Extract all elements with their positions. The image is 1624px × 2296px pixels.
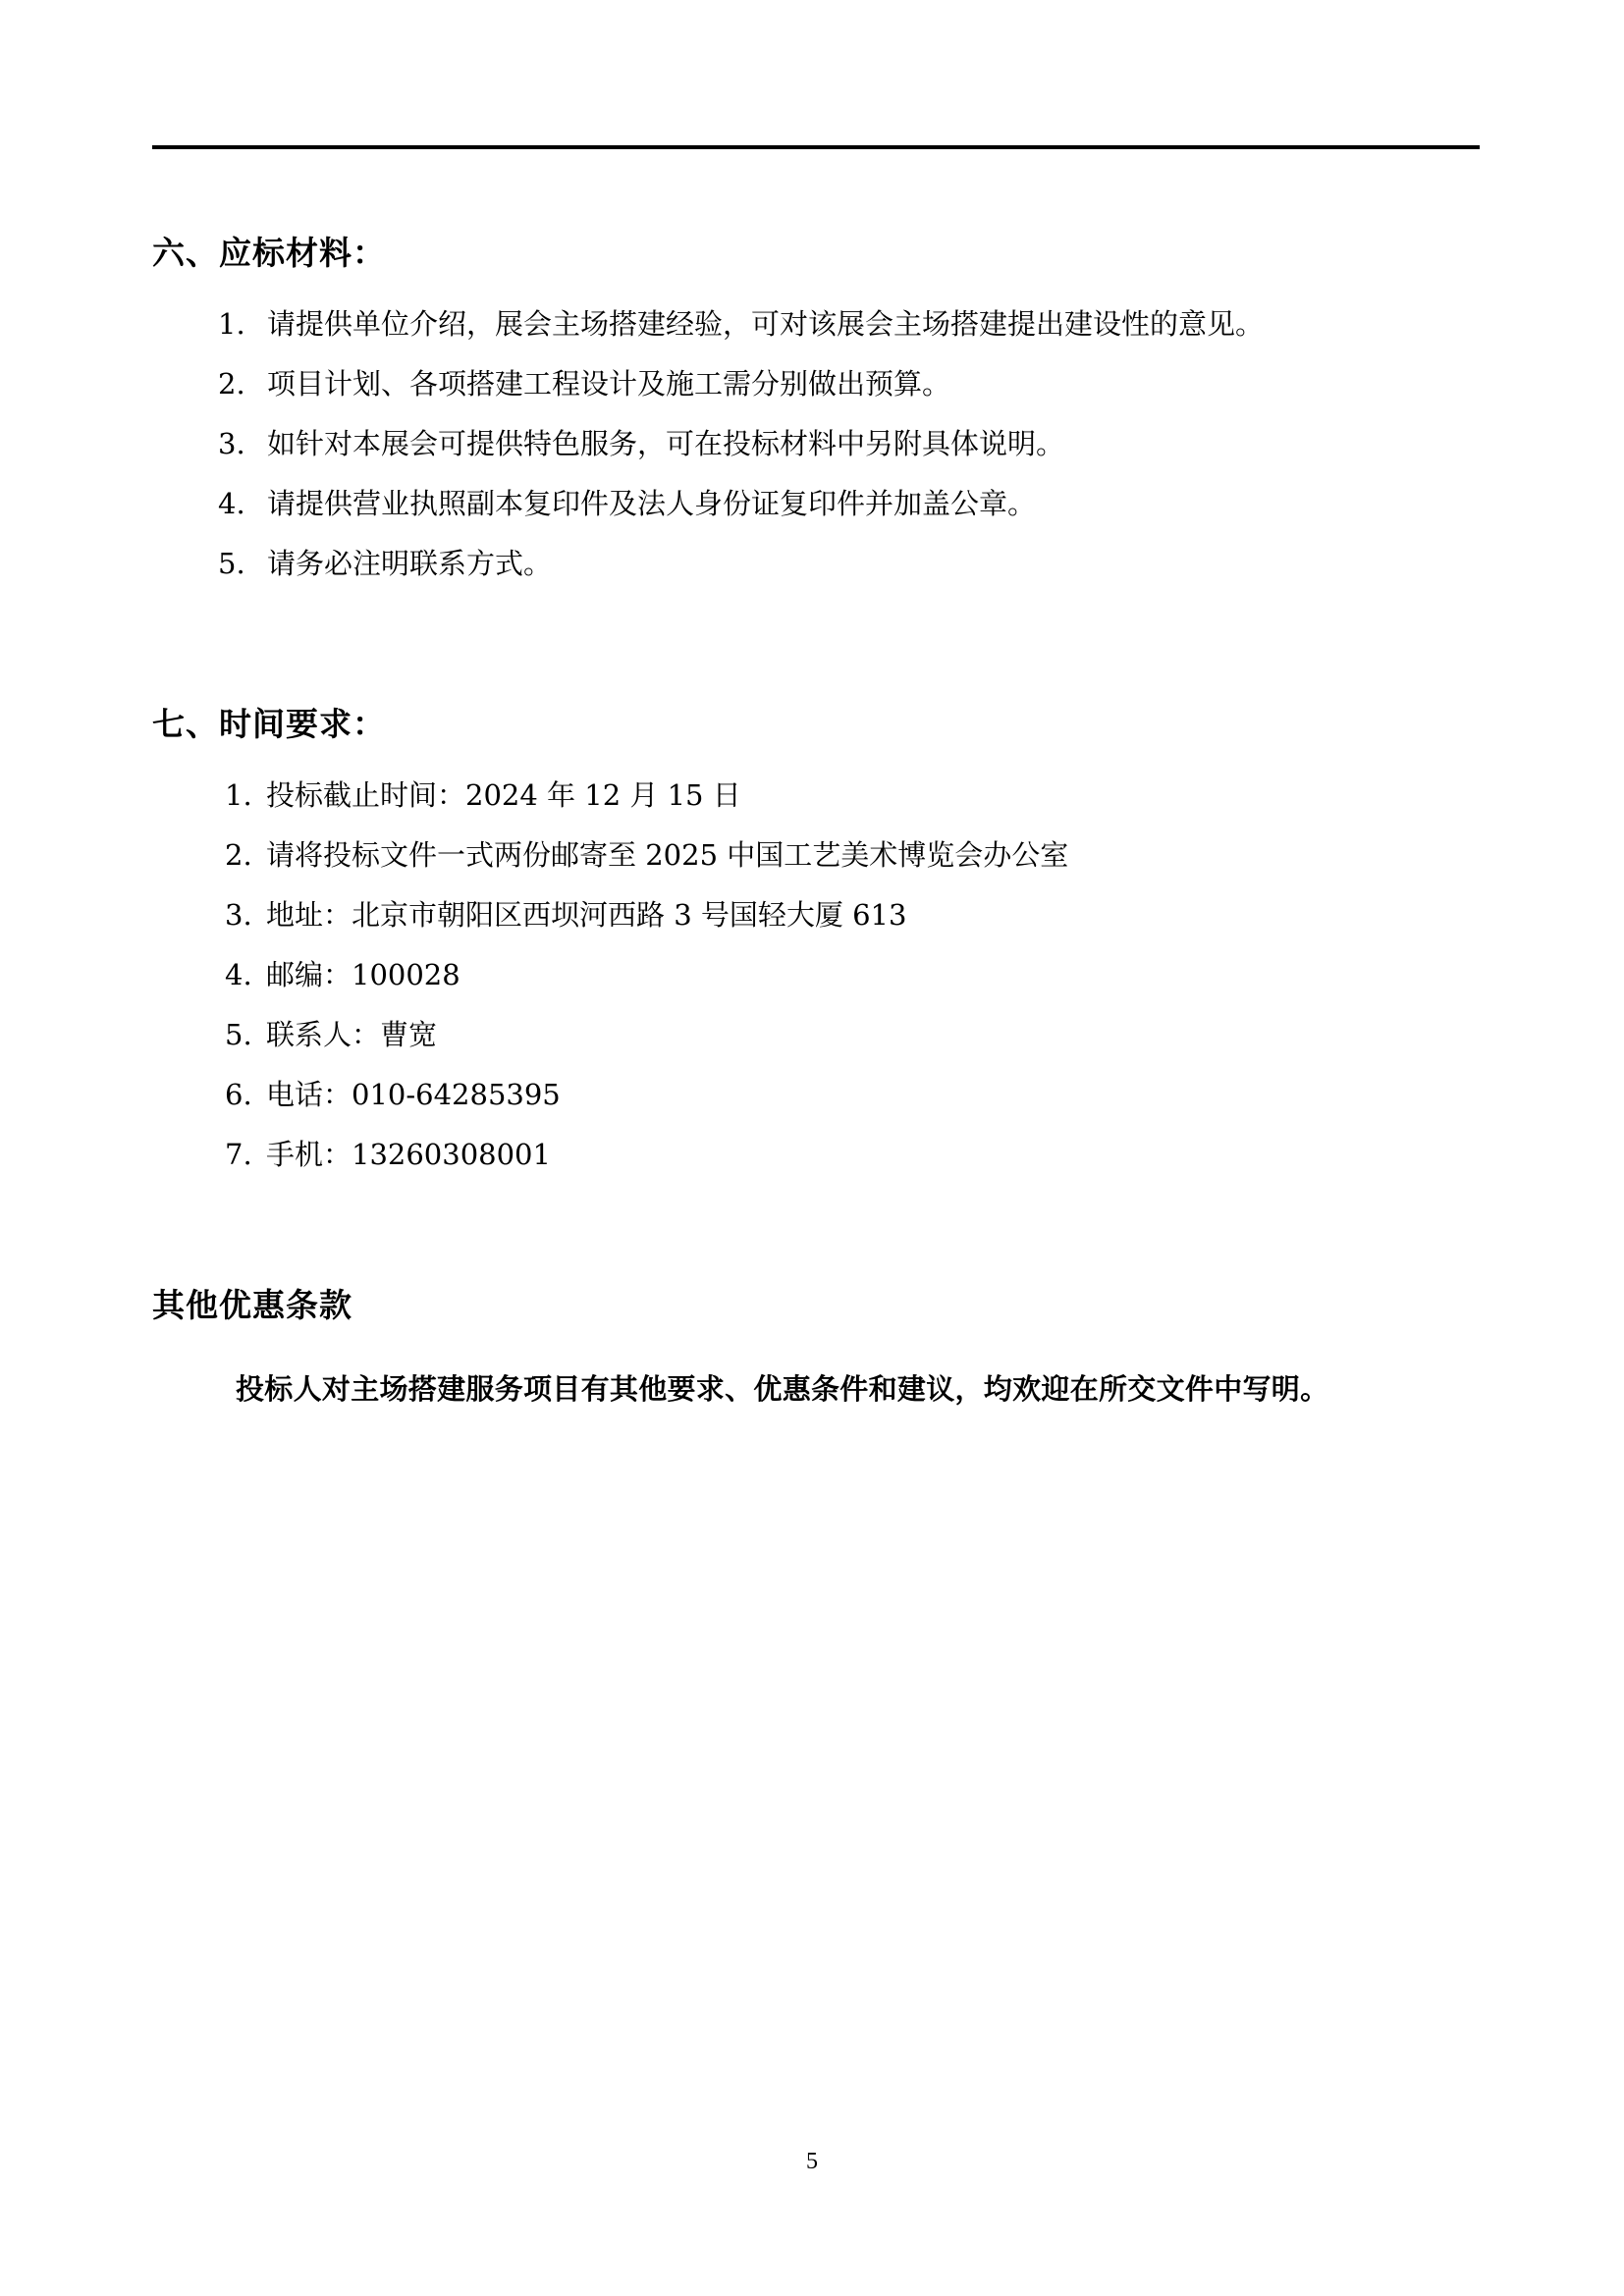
item-text: 项目计划、各项搭建工程设计及施工需分别做出预算。 — [267, 367, 951, 400]
item-number: 7. — [225, 1138, 252, 1171]
item-text: 联系人：曹宽 — [266, 1018, 438, 1051]
item-text: 如针对本展会可提供特色服务，可在投标材料中另附具体说明。 — [267, 427, 1065, 460]
item-number: 1. — [218, 307, 245, 341]
item-number: 5. — [218, 547, 245, 580]
item-number: 3. — [225, 898, 252, 932]
list-item — [225, 1077, 561, 1112]
item-text: 请将投标文件一式两份邮寄至 2025 中国工艺美术博览会办公室 — [266, 838, 1069, 872]
list-item — [225, 777, 741, 813]
other-terms-paragraph: 投标人对主场搭建服务项目有其他要求、优惠条件和建议，均欢迎在所交文件中写明。 — [236, 1372, 1329, 1406]
list-item — [225, 897, 906, 933]
item-number: 5. — [225, 1018, 252, 1051]
list-item — [218, 306, 1264, 342]
list-item — [218, 486, 1036, 521]
item-number: 4. — [225, 958, 252, 991]
list-item — [225, 957, 460, 992]
list-item — [218, 366, 950, 401]
item-number: 2. — [225, 838, 252, 872]
list-item — [218, 546, 552, 581]
list-item — [225, 1017, 437, 1052]
item-text: 投标截止时间：2024 年 12 月 15 日 — [266, 778, 741, 812]
item-text: 请提供营业执照副本复印件及法人身份证复印件并加盖公章。 — [267, 487, 1037, 520]
item-text: 手机：13260308001 — [266, 1138, 551, 1171]
item-text: 请提供单位介绍，展会主场搭建经验，可对该展会主场搭建提出建设性的意见。 — [267, 307, 1265, 341]
item-number: 6. — [225, 1078, 252, 1111]
item-text: 邮编：100028 — [266, 958, 460, 991]
list-item — [225, 837, 1068, 873]
item-number: 3. — [218, 427, 245, 460]
item-text: 电话：010-64285395 — [266, 1078, 561, 1111]
list-item — [218, 426, 1064, 461]
item-number: 2. — [218, 367, 245, 400]
item-text: 请务必注明联系方式。 — [267, 547, 553, 580]
item-number: 1. — [225, 778, 252, 812]
item-number: 4. — [218, 487, 245, 520]
list-item — [225, 1137, 551, 1172]
item-text: 地址：北京市朝阳区西坝河西路 3 号国轻大厦 613 — [266, 898, 907, 932]
header-rule — [152, 145, 1480, 149]
section-title-time-requirements: 七、时间要求： — [152, 705, 386, 743]
page-number: 5 — [806, 2149, 818, 2174]
section-title-bid-materials: 六、应标材料： — [152, 234, 386, 272]
section-title-other-terms: 其他优惠条款 — [152, 1286, 352, 1324]
